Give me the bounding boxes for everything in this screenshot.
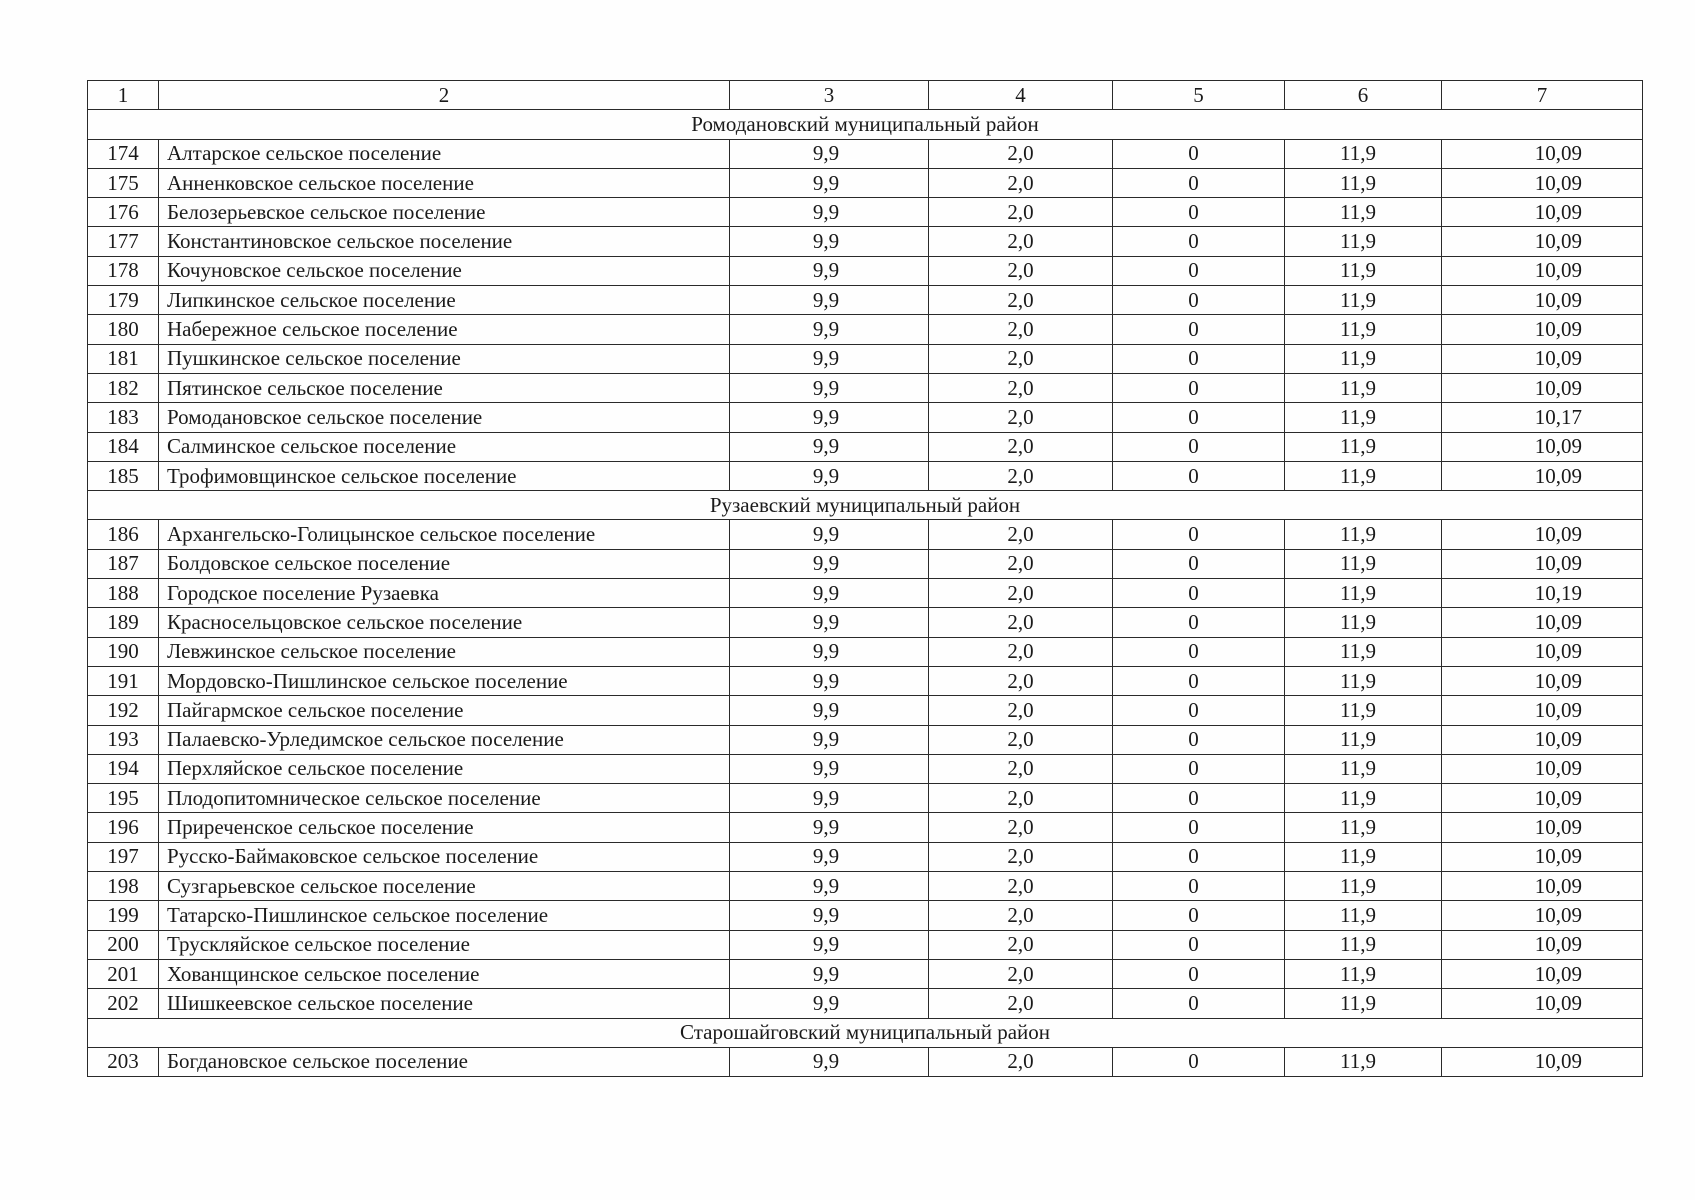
settlement-name-cell: Набережное сельское поселение (159, 315, 730, 344)
value-cell-col4: 2,0 (929, 432, 1113, 461)
table-row (88, 432, 1643, 461)
row-number-cell: 176 (88, 198, 159, 227)
settlement-name-cell: Мордовско-Пишлинское сельское поселение (159, 666, 730, 695)
value-cell-col6: 11,9 (1285, 168, 1442, 197)
value-cell-col7: 10,09 (1442, 227, 1643, 256)
table-row (88, 403, 1643, 432)
value-cell-col3: 9,9 (730, 344, 929, 373)
value-cell-col6: 11,9 (1285, 198, 1442, 227)
value-cell-col6: 11,9 (1285, 344, 1442, 373)
column-header: 6 (1285, 81, 1442, 110)
settlement-name-cell: Городское поселение Рузаевка (159, 579, 730, 608)
value-cell-col4: 2,0 (929, 461, 1113, 490)
row-number-cell: 200 (88, 930, 159, 959)
value-cell-col5: 0 (1113, 198, 1285, 227)
row-number-cell: 180 (88, 315, 159, 344)
column-header: 2 (159, 81, 730, 110)
value-cell-col3: 9,9 (730, 227, 929, 256)
value-cell-col6: 11,9 (1285, 813, 1442, 842)
value-cell-col3: 9,9 (730, 696, 929, 725)
value-cell-col3: 9,9 (730, 168, 929, 197)
value-cell-col7: 10,09 (1442, 989, 1643, 1018)
value-cell-col6: 11,9 (1285, 373, 1442, 402)
value-cell-col4: 2,0 (929, 637, 1113, 666)
value-cell-col3: 9,9 (730, 813, 929, 842)
value-cell-col3: 9,9 (730, 315, 929, 344)
row-number-cell: 190 (88, 637, 159, 666)
table-row (88, 754, 1643, 783)
table-row (88, 286, 1643, 315)
value-cell-col4: 2,0 (929, 315, 1113, 344)
table-row (88, 549, 1643, 578)
value-cell-col4: 2,0 (929, 403, 1113, 432)
table-row (88, 725, 1643, 754)
column-header: 5 (1113, 81, 1285, 110)
table-row (88, 813, 1643, 842)
row-number-cell: 178 (88, 256, 159, 285)
value-cell-col5: 0 (1113, 813, 1285, 842)
value-cell-col3: 9,9 (730, 930, 929, 959)
value-cell-col4: 2,0 (929, 872, 1113, 901)
row-number-cell: 187 (88, 549, 159, 578)
table-row (88, 637, 1643, 666)
row-number-cell: 179 (88, 286, 159, 315)
row-number-cell: 183 (88, 403, 159, 432)
settlement-name-cell: Русско-Баймаковское сельское поселение (159, 842, 730, 871)
value-cell-col7: 10,09 (1442, 168, 1643, 197)
value-cell-col3: 9,9 (730, 579, 929, 608)
value-cell-col6: 11,9 (1285, 784, 1442, 813)
settlement-name-cell: Плодопитомническое сельское поселение (159, 784, 730, 813)
value-cell-col5: 0 (1113, 579, 1285, 608)
table-row (88, 608, 1643, 637)
value-cell-col4: 2,0 (929, 256, 1113, 285)
value-cell-col7: 10,09 (1442, 725, 1643, 754)
value-cell-col5: 0 (1113, 666, 1285, 695)
value-cell-col3: 9,9 (730, 286, 929, 315)
settlement-name-cell: Татарско-Пишлинское сельское поселение (159, 901, 730, 930)
row-number-cell: 191 (88, 666, 159, 695)
value-cell-col5: 0 (1113, 842, 1285, 871)
value-cell-col3: 9,9 (730, 256, 929, 285)
table-row (88, 579, 1643, 608)
settlement-name-cell: Салминское сельское поселение (159, 432, 730, 461)
value-cell-col4: 2,0 (929, 168, 1113, 197)
value-cell-col4: 2,0 (929, 373, 1113, 402)
row-number-cell: 201 (88, 959, 159, 988)
settlement-name-cell: Болдовское сельское поселение (159, 549, 730, 578)
table-body (88, 81, 1643, 1077)
value-cell-col4: 2,0 (929, 579, 1113, 608)
row-number-cell: 185 (88, 461, 159, 490)
value-cell-col3: 9,9 (730, 754, 929, 783)
value-cell-col4: 2,0 (929, 666, 1113, 695)
value-cell-col7: 10,09 (1442, 461, 1643, 490)
settlement-name-cell: Липкинское сельское поселение (159, 286, 730, 315)
row-number-cell: 194 (88, 754, 159, 783)
value-cell-col7: 10,09 (1442, 139, 1643, 168)
value-cell-col7: 10,09 (1442, 901, 1643, 930)
value-cell-col4: 2,0 (929, 608, 1113, 637)
value-cell-col5: 0 (1113, 520, 1285, 549)
value-cell-col7: 10,09 (1442, 959, 1643, 988)
value-cell-col5: 0 (1113, 754, 1285, 783)
table-row (88, 989, 1643, 1018)
value-cell-col7: 10,09 (1442, 842, 1643, 871)
value-cell-col4: 2,0 (929, 520, 1113, 549)
value-cell-col3: 9,9 (730, 872, 929, 901)
value-cell-col7: 10,09 (1442, 608, 1643, 637)
value-cell-col6: 11,9 (1285, 872, 1442, 901)
value-cell-col5: 0 (1113, 784, 1285, 813)
district-title: Рузаевский муниципальный район (88, 491, 1643, 520)
value-cell-col3: 9,9 (730, 1047, 929, 1076)
value-cell-col5: 0 (1113, 930, 1285, 959)
settlement-name-cell: Трускляйское сельское поселение (159, 930, 730, 959)
table-row (88, 520, 1643, 549)
value-cell-col7: 10,17 (1442, 403, 1643, 432)
row-number-cell: 174 (88, 139, 159, 168)
value-cell-col6: 11,9 (1285, 432, 1442, 461)
table-row (88, 696, 1643, 725)
value-cell-col3: 9,9 (730, 842, 929, 871)
settlement-name-cell: Богдановское сельское поселение (159, 1047, 730, 1076)
settlement-name-cell: Трофимовщинское сельское поселение (159, 461, 730, 490)
value-cell-col5: 0 (1113, 637, 1285, 666)
row-number-cell: 189 (88, 608, 159, 637)
row-number-cell: 193 (88, 725, 159, 754)
value-cell-col4: 2,0 (929, 842, 1113, 871)
value-cell-col3: 9,9 (730, 901, 929, 930)
settlement-name-cell: Пайгармское сельское поселение (159, 696, 730, 725)
value-cell-col7: 10,09 (1442, 373, 1643, 402)
value-cell-col5: 0 (1113, 168, 1285, 197)
value-cell-col5: 0 (1113, 1047, 1285, 1076)
column-header: 4 (929, 81, 1113, 110)
table-row (88, 373, 1643, 402)
value-cell-col6: 11,9 (1285, 901, 1442, 930)
row-number-cell: 203 (88, 1047, 159, 1076)
row-number-cell: 184 (88, 432, 159, 461)
value-cell-col5: 0 (1113, 872, 1285, 901)
column-header: 3 (730, 81, 929, 110)
settlement-name-cell: Хованщинское сельское поселение (159, 959, 730, 988)
district-header-row (88, 110, 1643, 139)
value-cell-col6: 11,9 (1285, 256, 1442, 285)
table-row (88, 139, 1643, 168)
row-number-cell: 182 (88, 373, 159, 402)
table-row (88, 930, 1643, 959)
settlements-table (87, 80, 1643, 1077)
value-cell-col5: 0 (1113, 227, 1285, 256)
value-cell-col7: 10,09 (1442, 520, 1643, 549)
value-cell-col3: 9,9 (730, 520, 929, 549)
value-cell-col3: 9,9 (730, 403, 929, 432)
settlement-name-cell: Пятинское сельское поселение (159, 373, 730, 402)
value-cell-col7: 10,09 (1442, 1047, 1643, 1076)
district-header-row (88, 1018, 1643, 1047)
value-cell-col7: 10,09 (1442, 344, 1643, 373)
value-cell-col6: 11,9 (1285, 286, 1442, 315)
value-cell-col4: 2,0 (929, 754, 1113, 783)
value-cell-col5: 0 (1113, 725, 1285, 754)
value-cell-col4: 2,0 (929, 344, 1113, 373)
row-number-cell: 177 (88, 227, 159, 256)
value-cell-col6: 11,9 (1285, 637, 1442, 666)
value-cell-col6: 11,9 (1285, 549, 1442, 578)
value-cell-col4: 2,0 (929, 989, 1113, 1018)
settlement-name-cell: Пушкинское сельское поселение (159, 344, 730, 373)
value-cell-col3: 9,9 (730, 666, 929, 695)
value-cell-col4: 2,0 (929, 959, 1113, 988)
district-title: Старошайговский муниципальный район (88, 1018, 1643, 1047)
settlement-name-cell: Перхляйское сельское поселение (159, 754, 730, 783)
row-number-cell: 198 (88, 872, 159, 901)
value-cell-col6: 11,9 (1285, 930, 1442, 959)
value-cell-col3: 9,9 (730, 959, 929, 988)
value-cell-col7: 10,09 (1442, 549, 1643, 578)
value-cell-col5: 0 (1113, 696, 1285, 725)
value-cell-col5: 0 (1113, 432, 1285, 461)
value-cell-col7: 10,09 (1442, 754, 1643, 783)
value-cell-col5: 0 (1113, 989, 1285, 1018)
value-cell-col7: 10,09 (1442, 813, 1643, 842)
settlement-name-cell: Приреченское сельское поселение (159, 813, 730, 842)
settlement-name-cell: Константиновское сельское поселение (159, 227, 730, 256)
table-row (88, 168, 1643, 197)
value-cell-col5: 0 (1113, 403, 1285, 432)
settlement-name-cell: Шишкеевское сельское поселение (159, 989, 730, 1018)
row-number-cell: 181 (88, 344, 159, 373)
table-row (88, 1047, 1643, 1076)
row-number-cell: 192 (88, 696, 159, 725)
value-cell-col4: 2,0 (929, 1047, 1113, 1076)
value-cell-col6: 11,9 (1285, 579, 1442, 608)
value-cell-col4: 2,0 (929, 901, 1113, 930)
value-cell-col4: 2,0 (929, 930, 1113, 959)
value-cell-col4: 2,0 (929, 549, 1113, 578)
value-cell-col7: 10,19 (1442, 579, 1643, 608)
table-row (88, 256, 1643, 285)
value-cell-col6: 11,9 (1285, 959, 1442, 988)
settlement-name-cell: Ромодановское сельское поселение (159, 403, 730, 432)
value-cell-col4: 2,0 (929, 227, 1113, 256)
row-number-cell: 202 (88, 989, 159, 1018)
value-cell-col6: 11,9 (1285, 461, 1442, 490)
value-cell-col4: 2,0 (929, 198, 1113, 227)
value-cell-col4: 2,0 (929, 784, 1113, 813)
value-cell-col6: 11,9 (1285, 754, 1442, 783)
table-row (88, 227, 1643, 256)
table-row (88, 901, 1643, 930)
settlement-name-cell: Анненковское сельское поселение (159, 168, 730, 197)
column-header: 7 (1442, 81, 1643, 110)
settlement-name-cell: Архангельско-Голицынское сельское поселение (159, 520, 730, 549)
settlement-name-cell: Левжинское сельское поселение (159, 637, 730, 666)
settlement-name-cell: Белозерьевское сельское поселение (159, 198, 730, 227)
value-cell-col6: 11,9 (1285, 666, 1442, 695)
district-header-row (88, 491, 1643, 520)
value-cell-col7: 10,09 (1442, 432, 1643, 461)
value-cell-col5: 0 (1113, 139, 1285, 168)
row-number-cell: 196 (88, 813, 159, 842)
value-cell-col6: 11,9 (1285, 842, 1442, 871)
value-cell-col3: 9,9 (730, 608, 929, 637)
value-cell-col3: 9,9 (730, 637, 929, 666)
value-cell-col6: 11,9 (1285, 725, 1442, 754)
value-cell-col3: 9,9 (730, 784, 929, 813)
value-cell-col6: 11,9 (1285, 315, 1442, 344)
row-number-cell: 199 (88, 901, 159, 930)
value-cell-col3: 9,9 (730, 989, 929, 1018)
settlement-name-cell: Алтарское сельское поселение (159, 139, 730, 168)
table-row (88, 842, 1643, 871)
row-number-cell: 186 (88, 520, 159, 549)
value-cell-col5: 0 (1113, 549, 1285, 578)
value-cell-col5: 0 (1113, 901, 1285, 930)
value-cell-col5: 0 (1113, 959, 1285, 988)
column-number-header-row (88, 81, 1643, 110)
column-header: 1 (88, 81, 159, 110)
value-cell-col6: 11,9 (1285, 696, 1442, 725)
value-cell-col6: 11,9 (1285, 139, 1442, 168)
settlement-name-cell: Сузгарьевское сельское поселение (159, 872, 730, 901)
value-cell-col5: 0 (1113, 344, 1285, 373)
value-cell-col4: 2,0 (929, 696, 1113, 725)
value-cell-col7: 10,09 (1442, 198, 1643, 227)
table-row (88, 344, 1643, 373)
value-cell-col7: 10,09 (1442, 315, 1643, 344)
row-number-cell: 188 (88, 579, 159, 608)
value-cell-col3: 9,9 (730, 373, 929, 402)
settlement-name-cell: Кочуновское сельское поселение (159, 256, 730, 285)
value-cell-col7: 10,09 (1442, 637, 1643, 666)
value-cell-col6: 11,9 (1285, 1047, 1442, 1076)
table-row (88, 461, 1643, 490)
value-cell-col7: 10,09 (1442, 872, 1643, 901)
settlement-name-cell: Палаевско-Урледимское сельское поселение (159, 725, 730, 754)
value-cell-col3: 9,9 (730, 725, 929, 754)
value-cell-col6: 11,9 (1285, 403, 1442, 432)
value-cell-col4: 2,0 (929, 139, 1113, 168)
table-row (88, 872, 1643, 901)
table-row (88, 959, 1643, 988)
value-cell-col5: 0 (1113, 461, 1285, 490)
value-cell-col7: 10,09 (1442, 784, 1643, 813)
value-cell-col5: 0 (1113, 286, 1285, 315)
value-cell-col3: 9,9 (730, 432, 929, 461)
value-cell-col4: 2,0 (929, 725, 1113, 754)
value-cell-col6: 11,9 (1285, 227, 1442, 256)
value-cell-col5: 0 (1113, 373, 1285, 402)
value-cell-col3: 9,9 (730, 198, 929, 227)
table-row (88, 666, 1643, 695)
row-number-cell: 175 (88, 168, 159, 197)
value-cell-col6: 11,9 (1285, 989, 1442, 1018)
value-cell-col5: 0 (1113, 256, 1285, 285)
table-row (88, 198, 1643, 227)
row-number-cell: 197 (88, 842, 159, 871)
value-cell-col6: 11,9 (1285, 520, 1442, 549)
table-row (88, 784, 1643, 813)
value-cell-col3: 9,9 (730, 549, 929, 578)
value-cell-col7: 10,09 (1442, 696, 1643, 725)
value-cell-col7: 10,09 (1442, 666, 1643, 695)
value-cell-col5: 0 (1113, 315, 1285, 344)
value-cell-col6: 11,9 (1285, 608, 1442, 637)
settlement-name-cell: Красносельцовское сельское поселение (159, 608, 730, 637)
district-title: Ромодановский муниципальный район (88, 110, 1643, 139)
value-cell-col4: 2,0 (929, 286, 1113, 315)
table-row (88, 315, 1643, 344)
value-cell-col3: 9,9 (730, 461, 929, 490)
value-cell-col7: 10,09 (1442, 286, 1643, 315)
row-number-cell: 195 (88, 784, 159, 813)
value-cell-col7: 10,09 (1442, 256, 1643, 285)
value-cell-col4: 2,0 (929, 813, 1113, 842)
value-cell-col3: 9,9 (730, 139, 929, 168)
value-cell-col7: 10,09 (1442, 930, 1643, 959)
value-cell-col5: 0 (1113, 608, 1285, 637)
